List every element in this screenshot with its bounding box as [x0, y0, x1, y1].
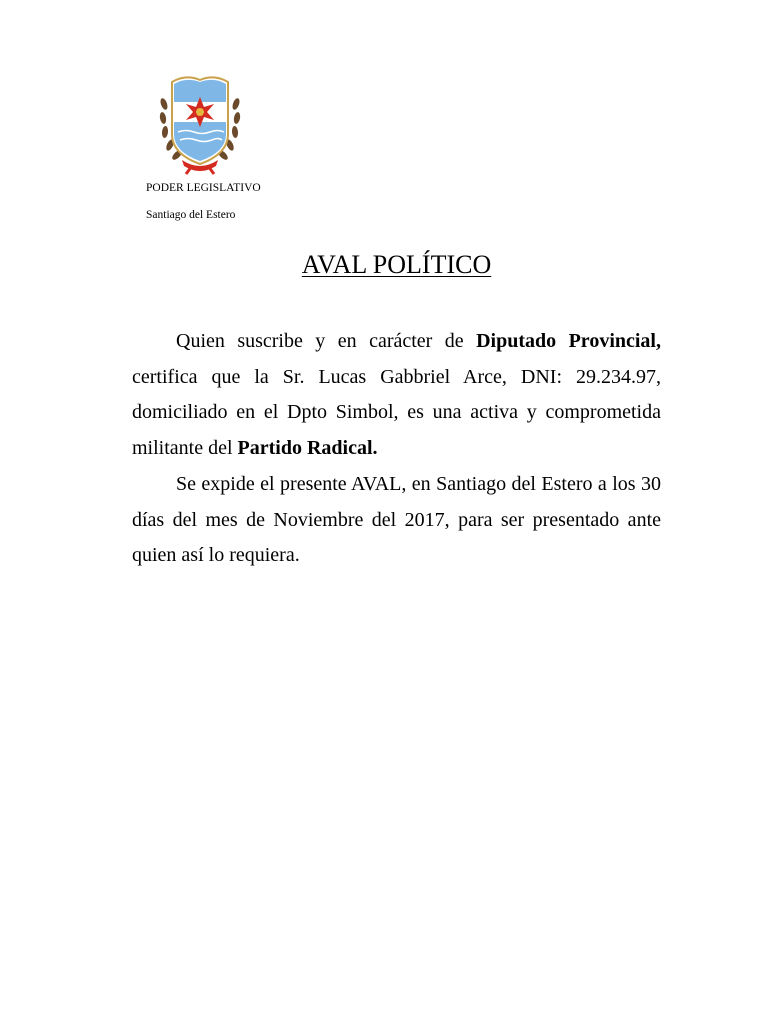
institution-name: PODER LEGISLATIVO: [146, 182, 261, 194]
city-name: Santiago del Estero: [146, 209, 236, 221]
paragraph-certification: [132, 324, 661, 467]
document-body: [132, 324, 661, 574]
paragraph-issuance: Se expide el presente AVAL, en Santiago del Estero a los 30 días del mes de Noviembre del 2017, para ser presentado ante quien así lo requiera.: [132, 472, 661, 567]
coat-of-arms-icon: [156, 74, 244, 176]
role-title: Diputado Provincial,: [476, 330, 661, 352]
party-name: Partido Radical.: [237, 437, 378, 460]
document-title: AVAL POLÍTICO: [301, 250, 492, 279]
paragraph-intro: Quien suscribe y en carácter de: [176, 330, 477, 352]
paragraph-middle: certifica que la Sr. Lucas Gabbriel Arce, DNI: 29.234.97, domiciliado en el Dpto Simbol, es una activa y comprometida militante del: [132, 365, 661, 460]
